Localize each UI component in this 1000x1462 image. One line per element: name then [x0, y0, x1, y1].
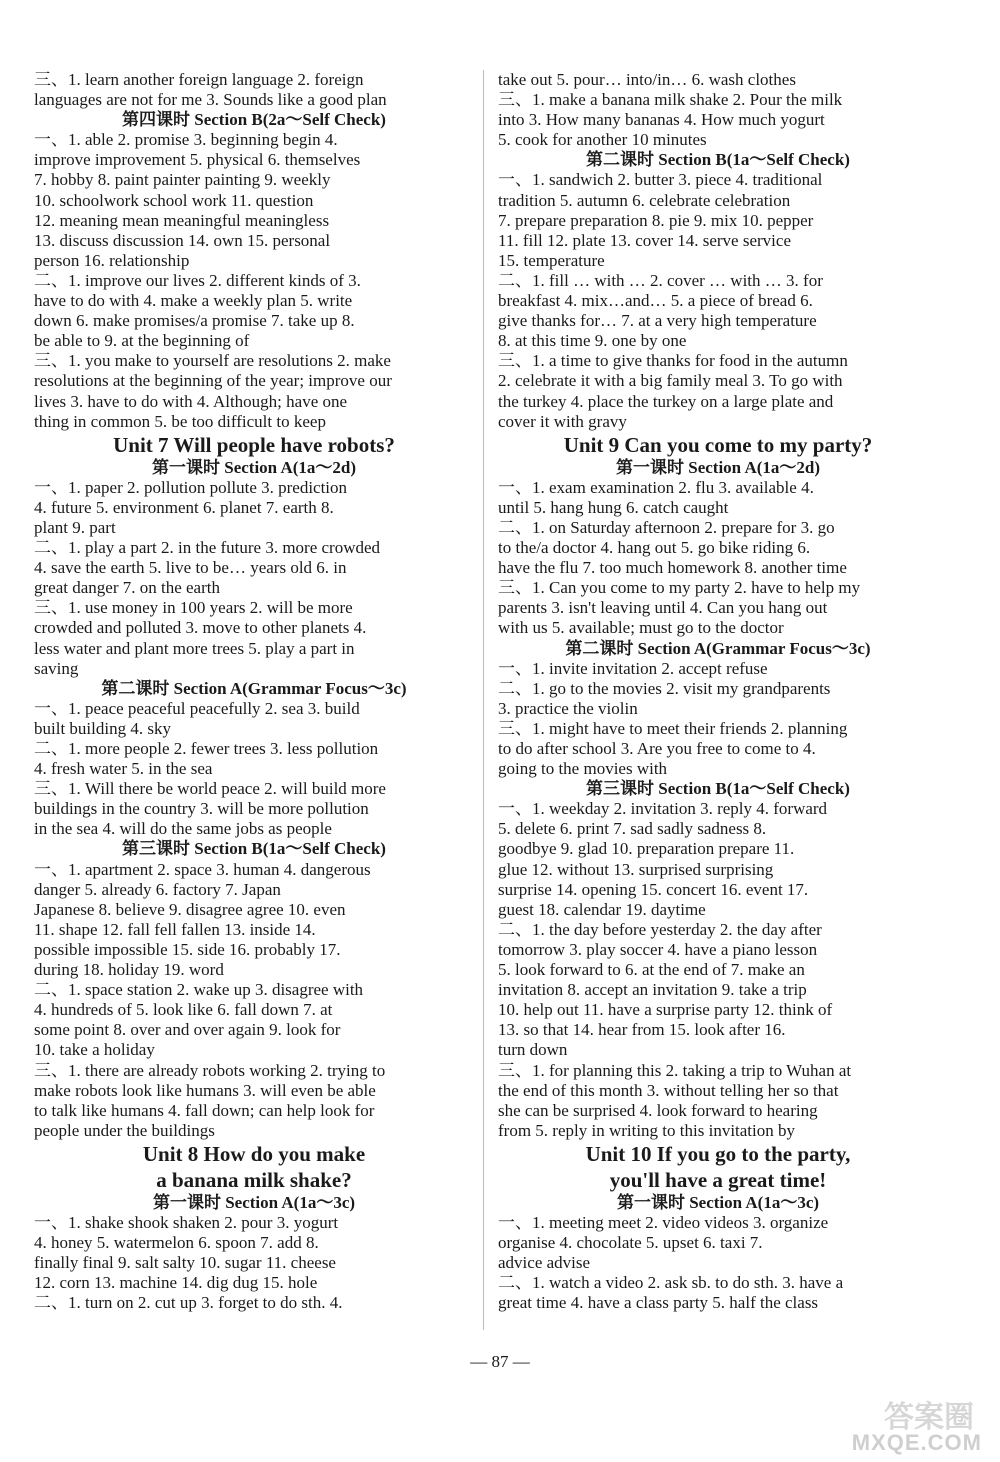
- answer-line: advice advise: [498, 1253, 591, 1273]
- answer-line: 3. practice the violin: [498, 698, 638, 718]
- answer-line: improve improvement 5. physical 6. themselves: [34, 150, 361, 170]
- answer-line: 4. fresh water 5. in the sea: [34, 759, 213, 779]
- answer-line: surprise 14. opening 15. concert 16. event 17.: [498, 879, 809, 899]
- answer-line: glue 12. without 13. surprised surprising: [498, 859, 774, 879]
- unit-heading: Unit 7 Will people have robots?: [113, 432, 395, 457]
- answer-line: have to do with 4. make a weekly plan 5. write: [34, 291, 353, 311]
- unit-heading: Unit 10 If you go to the party,: [585, 1141, 851, 1166]
- answer-line: great time 4. have a class party 5. half the class: [498, 1293, 819, 1313]
- watermark-site-text: MXQE.COM: [851, 1430, 982, 1455]
- answer-line: 10. schoolwork school work 11. question: [34, 190, 314, 210]
- watermark-logo: [792, 1392, 982, 1456]
- lesson-heading: 第一课时 Section A(1a～2d): [152, 457, 356, 477]
- answer-line: people under the buildings: [34, 1120, 215, 1140]
- answer-line: tradition 5. autumn 6. celebrate celebration: [498, 190, 791, 210]
- lesson-heading: 第四课时 Section B(2a～Self Check): [122, 110, 386, 130]
- answer-line: 8. at this time 9. one by one: [498, 331, 687, 351]
- answer-line: 4. future 5. environment 6. planet 7. earth 8.: [34, 497, 334, 517]
- answer-line: person 16. relationship: [34, 250, 190, 270]
- answer-line: 12. meaning mean meaningful meaningless: [34, 210, 330, 230]
- unit-heading: a banana milk shake?: [156, 1167, 352, 1192]
- answer-line: 二、1. more people 2. fewer trees 3. less pollution: [34, 739, 379, 758]
- answer-line: 一、1. sandwich 2. butter 3. piece 4. traditional: [498, 170, 823, 190]
- answer-line: resolutions at the beginning of the year; improve our: [34, 371, 392, 391]
- answer-line: 一、1. shake shook shaken 2. pour 3. yogurt: [34, 1212, 339, 1232]
- answer-line: turn down: [498, 1040, 568, 1060]
- answer-line: 三、1. a time to give thanks for food in the autumn: [498, 351, 848, 371]
- lesson-heading: 第二课时 Section A(Grammar Focus～3c): [101, 678, 407, 698]
- page-number: — 87 —: [470, 1352, 530, 1371]
- answer-line: 三、1. Will there be world peace 2. will build more: [34, 779, 386, 799]
- answer-line: lives 3. have to do with 4. Although; have one: [34, 391, 348, 411]
- answer-line: 4. save the earth 5. live to be… years old 6. in: [34, 558, 347, 578]
- answer-line: take out 5. pour… into/in… 6. wash clothes: [498, 70, 796, 89]
- answer-line: 三、1. Can you come to my party 2. have to help my: [498, 578, 861, 598]
- answer-line: 二、1. go to the movies 2. visit my grandparents: [498, 678, 831, 698]
- answer-line: great danger 7. on the earth: [34, 578, 220, 598]
- answer-line: 15. temperature: [498, 250, 605, 270]
- answer-line: 二、1. fill … with … 2. cover … with … 3. for: [498, 270, 823, 290]
- answer-line: less water and plant more trees 5. play a part in: [34, 638, 355, 658]
- answer-line: 一、1. able 2. promise 3. beginning begin 4.: [34, 130, 338, 150]
- answer-line: 二、1. play a part 2. in the future 3. more crowded: [34, 538, 381, 558]
- answer-line: into 3. How many bananas 4. How much yogurt: [498, 110, 825, 130]
- answer-line: breakfast 4. mix…and… 5. a piece of bread 6.: [498, 291, 813, 311]
- lesson-heading: 第一课时 Section A(1a～3c): [616, 1192, 820, 1212]
- lesson-heading: 第二课时 Section B(1a～Self Check): [586, 150, 850, 170]
- answer-line: 11. shape 12. fall fell fallen 13. inside 14.: [34, 919, 316, 939]
- lesson-heading: 第三课时 Section B(1a～Self Check): [122, 839, 386, 859]
- answer-line: make robots look like humans 3. will even be able: [34, 1080, 376, 1100]
- answer-line: 10. help out 11. have a surprise party 12. think of: [498, 1000, 833, 1020]
- answer-line: organise 4. chocolate 5. upset 6. taxi 7.: [498, 1233, 763, 1253]
- answer-line: languages are not for me 3. Sounds like a good plan: [34, 90, 387, 110]
- answer-line: to talk like humans 4. fall down; can help look for: [34, 1100, 375, 1120]
- answer-line: 二、1. on Saturday afternoon 2. prepare for 3. go: [498, 517, 835, 537]
- unit-heading: Unit 8 How do you make: [142, 1141, 366, 1166]
- answer-line: guest 18. calendar 19. daytime: [498, 899, 706, 919]
- answer-line: 二、1. the day before yesterday 2. the day after: [498, 919, 822, 939]
- answer-line: be able to 9. at the beginning of: [34, 331, 250, 351]
- answer-line: tomorrow 3. play soccer 4. have a piano lesson: [498, 939, 818, 959]
- lesson-heading: 第二课时 Section A(Grammar Focus～3c): [565, 638, 871, 658]
- answer-line: 三、1. use money in 100 years 2. will be more: [34, 598, 353, 618]
- answer-line: 一、1. peace peaceful peacefully 2. sea 3. build: [34, 698, 360, 718]
- answer-line: 三、1. might have to meet their friends 2. planning: [498, 718, 848, 738]
- answer-line: 12. corn 13. machine 14. dig dug 15. hole: [34, 1273, 318, 1293]
- answer-line: saving: [34, 658, 79, 678]
- answer-line: the end of this month 3. without telling her so that: [498, 1080, 839, 1100]
- answer-line: 4. honey 5. watermelon 6. spoon 7. add 8.: [34, 1233, 319, 1253]
- answer-line: goodbye 9. glad 10. preparation prepare 11.: [498, 839, 795, 859]
- answer-line: thing in common 5. be too difficult to keep: [34, 411, 326, 431]
- answer-line: 11. fill 12. plate 13. cover 14. serve service: [498, 230, 791, 250]
- answer-line: plant 9. part: [34, 517, 116, 537]
- column-divider: [483, 70, 484, 1330]
- answer-line: have the flu 7. too much homework 8. another time: [498, 558, 847, 578]
- lesson-heading: 第三课时 Section B(1a～Self Check): [586, 779, 850, 799]
- answer-line: 7. hobby 8. paint painter painting 9. weekly: [34, 170, 331, 190]
- answer-line: until 5. hang hung 6. catch caught: [498, 497, 729, 517]
- lesson-heading: 第一课时 Section A(1a～3c): [152, 1192, 356, 1212]
- answer-line: buildings in the country 3. will be more pollution: [34, 799, 369, 819]
- answer-line: possible impossible 15. side 16. probably 17.: [34, 939, 341, 959]
- answer-line: finally final 9. salt salty 10. sugar 11. cheese: [34, 1253, 336, 1273]
- answer-line: 一、1. meeting meet 2. video videos 3. organize: [498, 1212, 829, 1232]
- answer-line: 一、1. apartment 2. space 3. human 4. dangerous: [34, 859, 371, 879]
- answer-line: 二、1. watch a video 2. ask sb. to do sth. 3. have a: [498, 1273, 844, 1293]
- answer-line: during 18. holiday 19. word: [34, 960, 224, 980]
- answer-line: 5. delete 6. print 7. sad sadly sadness 8.: [498, 819, 767, 839]
- answer-line: 二、1. turn on 2. cut up 3. forget to do sth. 4.: [34, 1293, 343, 1313]
- answer-line: Japanese 8. believe 9. disagree agree 10. even: [34, 899, 346, 919]
- answer-line: 一、1. invite invitation 2. accept refuse: [498, 658, 768, 678]
- watermark-top-text: 答案圈: [884, 1400, 974, 1435]
- answer-line: down 6. make promises/a promise 7. take up 8.: [34, 311, 355, 331]
- answer-line: 7. prepare preparation 8. pie 9. mix 10. pepper: [498, 210, 814, 230]
- answer-line: in the sea 4. will do the same jobs as people: [34, 819, 332, 839]
- answer-line: 三、1. for planning this 2. taking a trip to Wuhan at: [498, 1060, 852, 1080]
- answer-line: 一、1. weekday 2. invitation 3. reply 4. forward: [498, 799, 828, 819]
- left-column: [34, 70, 474, 1313]
- answer-line: 2. celebrate it with a big family meal 3. To go with: [498, 371, 843, 391]
- answer-line: 4. hundreds of 5. look like 6. fall down 7. at: [34, 1000, 333, 1020]
- lesson-heading: 第一课时 Section A(1a～2d): [616, 457, 820, 477]
- right-column: [498, 70, 938, 1313]
- answer-line: 10. take a holiday: [34, 1040, 155, 1060]
- answer-line: the turkey 4. place the turkey on a large plate and: [498, 391, 834, 411]
- answer-line: 二、1. space station 2. wake up 3. disagree with: [34, 980, 364, 1000]
- answer-line: 三、1. make a banana milk shake 2. Pour the milk: [498, 90, 843, 110]
- answer-line: to do after school 3. Are you free to come to 4.: [498, 739, 816, 758]
- answer-line: danger 5. already 6. factory 7. Japan: [34, 879, 281, 899]
- answer-line: cover it with gravy: [498, 411, 627, 431]
- answer-line: some point 8. over and over again 9. look for: [34, 1020, 341, 1040]
- answer-line: 13. so that 14. hear from 15. look after 16.: [498, 1020, 786, 1040]
- answer-line: from 5. reply in writing to this invitation by: [498, 1120, 796, 1140]
- answer-line: 13. discuss discussion 14. own 15. personal: [34, 230, 331, 250]
- answer-line: going to the movies with: [498, 759, 668, 779]
- answer-line: crowded and polluted 3. move to other planets 4.: [34, 618, 367, 638]
- answer-line: to the/a doctor 4. hang out 5. go bike riding 6.: [498, 538, 811, 558]
- answer-line: 三、1. there are already robots working 2. trying to: [34, 1060, 386, 1080]
- answer-line: 二、1. improve our lives 2. different kinds of 3.: [34, 270, 361, 290]
- answer-line: with us 5. available; must go to the doctor: [498, 618, 784, 638]
- answer-line: 三、1. learn another foreign language 2. foreign: [34, 70, 364, 89]
- answer-line: built building 4. sky: [34, 718, 171, 738]
- answer-line: give thanks for… 7. at a very high temperature: [498, 311, 817, 331]
- unit-heading: Unit 9 Can you come to my party?: [563, 432, 873, 457]
- answer-line: parents 3. isn't leaving until 4. Can you hang out: [498, 598, 828, 618]
- answer-line: 5. cook for another 10 minutes: [498, 130, 707, 150]
- answer-line: she can be surprised 4. look forward to hearing: [498, 1100, 818, 1120]
- answer-line: 一、1. exam examination 2. flu 3. available 4.: [498, 477, 814, 497]
- answer-line: 5. look forward to 6. at the end of 7. make an: [498, 960, 805, 980]
- answer-line: invitation 8. accept an invitation 9. take a trip: [498, 980, 807, 1000]
- unit-heading: you'll have a great time!: [609, 1167, 827, 1192]
- answer-line: 一、1. paper 2. pollution pollute 3. prediction: [34, 477, 348, 497]
- answer-line: 三、1. you make to yourself are resolutions 2. make: [34, 351, 391, 371]
